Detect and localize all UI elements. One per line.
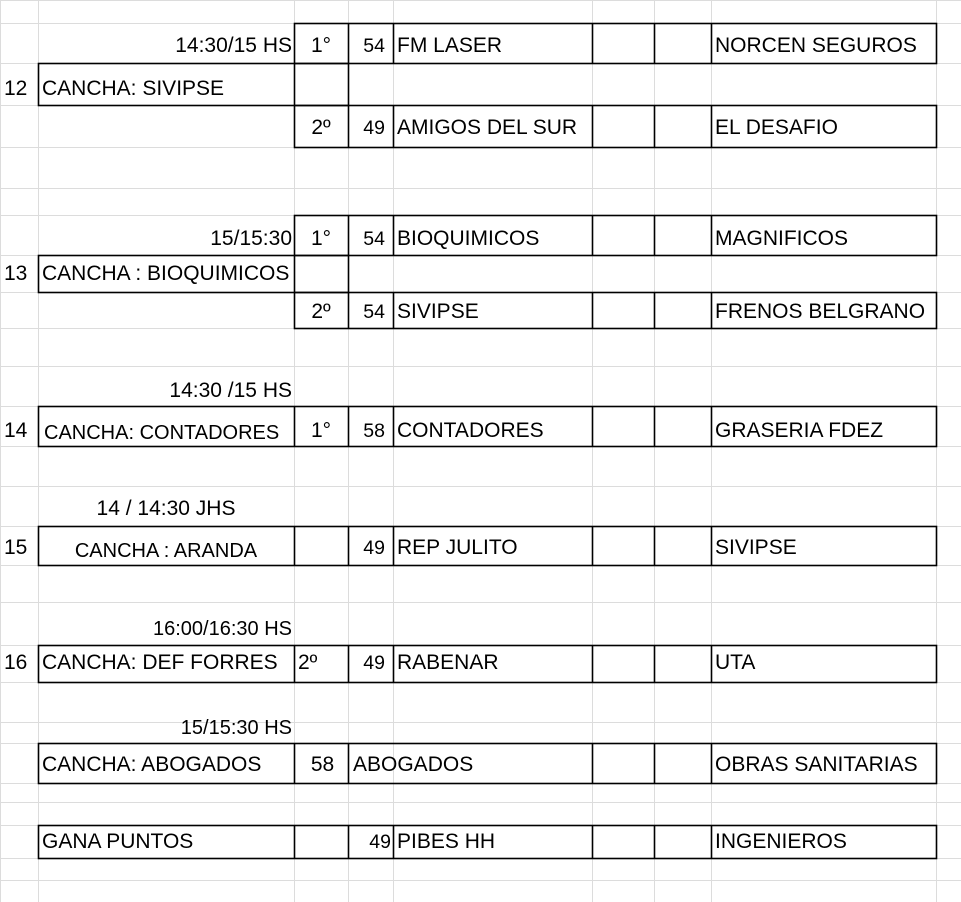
team-b-cell: MAGNIFICOS: [715, 227, 849, 250]
time-cell: 15/15:30: [210, 227, 292, 250]
number-cell: 58: [310, 753, 335, 776]
team-b-cell: UTA: [715, 651, 756, 674]
team-b-cell: NORCEN SEGUROS: [715, 34, 917, 57]
order-cell: 1°: [310, 34, 332, 57]
court-cell: CANCHA: ABOGADOS: [42, 753, 262, 776]
court-cell: CANCHA: CONTADORES: [44, 422, 280, 444]
team-b-cell: INGENIEROS: [715, 830, 847, 853]
order-cell: 2º: [298, 651, 318, 674]
team-a-cell: PIBES HH: [397, 830, 496, 853]
order-cell: 1°: [310, 227, 332, 250]
court-cell: CANCHA : ARANDA: [74, 540, 258, 562]
team-a-cell: RABENAR: [397, 651, 499, 674]
court-cell: CANCHA: DEF FORRES: [42, 651, 278, 674]
time-cell: 14:30/15 HS: [175, 34, 292, 57]
team-a-cell: ABOGADOS: [353, 753, 474, 776]
time-cell: 14:30 /15 HS: [169, 379, 292, 402]
order-cell: 2º: [311, 300, 331, 323]
team-a-cell: CONTADORES: [397, 419, 544, 442]
team-a-cell: BIOQUIMICOS: [397, 227, 540, 250]
number-cell: 54: [363, 35, 385, 57]
order-cell: 2º: [311, 116, 331, 139]
team-b-cell: FRENOS BELGRANO: [715, 300, 926, 323]
time-cell: 16:00/16:30 HS: [153, 618, 292, 640]
date-cell: 13: [4, 262, 28, 285]
team-b-cell: EL DESAFIO: [715, 116, 838, 139]
number-cell: 49: [363, 652, 385, 674]
number-cell: 49: [363, 117, 385, 139]
date-cell: 12: [4, 77, 28, 100]
team-b-cell: SIVIPSE: [715, 536, 797, 559]
time-cell: 14 / 14:30 JHS: [96, 497, 236, 520]
order-cell: 1°: [310, 419, 332, 442]
court-cell: CANCHA : BIOQUIMICOS: [42, 262, 290, 285]
team-a-cell: AMIGOS DEL SUR: [397, 116, 578, 139]
number-cell: 54: [363, 301, 385, 323]
date-cell: 16: [4, 651, 28, 674]
date-cell: 15: [4, 536, 28, 559]
court-cell: GANA PUNTOS: [42, 830, 194, 853]
team-b-cell: GRASERIA FDEZ: [715, 419, 884, 442]
number-cell: 54: [363, 228, 385, 250]
date-cell: 14: [4, 419, 28, 442]
time-cell: 15/15:30 HS: [180, 717, 292, 739]
court-cell: CANCHA: SIVIPSE: [42, 77, 225, 100]
number-cell: 49: [363, 537, 385, 559]
number-cell: 58: [363, 420, 385, 442]
number-cell: 49: [369, 831, 391, 853]
team-a-cell: SIVIPSE: [397, 300, 479, 323]
team-a-cell: REP JULITO: [397, 536, 518, 559]
team-a-cell: FM LASER: [397, 34, 503, 57]
team-b-cell: OBRAS SANITARIAS: [715, 753, 918, 776]
